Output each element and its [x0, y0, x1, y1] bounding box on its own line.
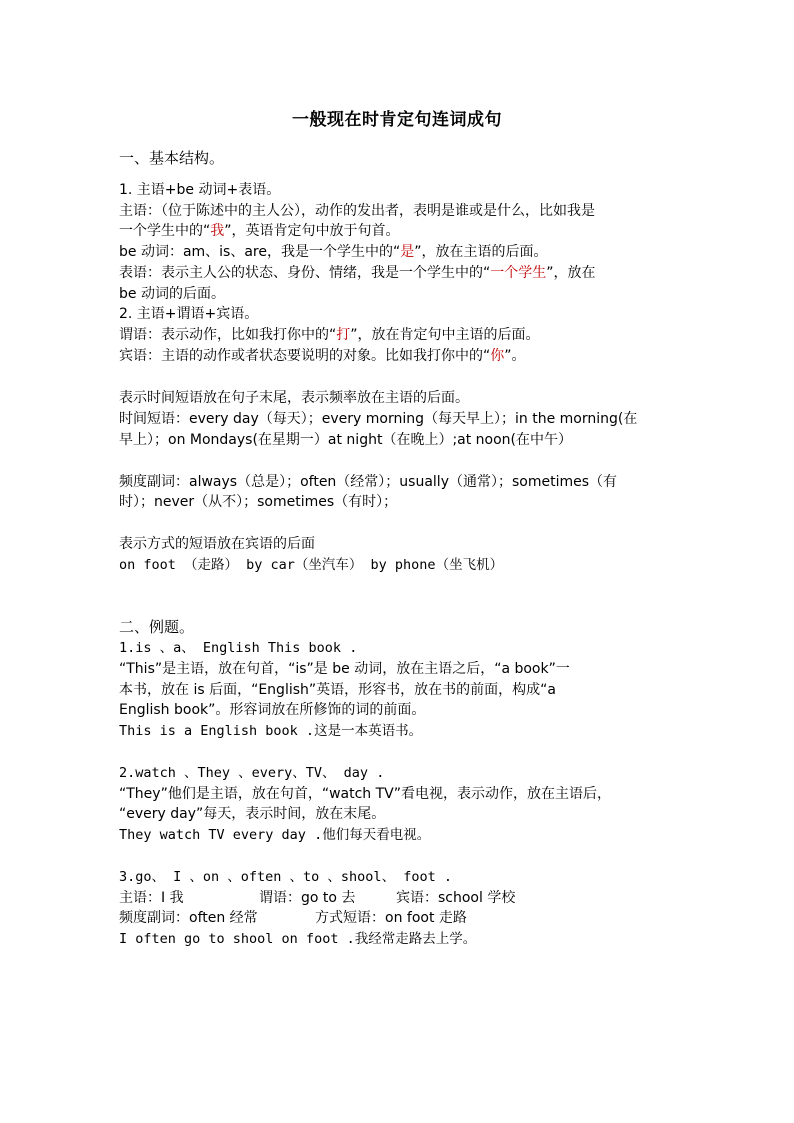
structure-1-title: 1. 主语+be 动词+表语。	[119, 182, 281, 198]
highlight-word: 打	[336, 327, 351, 343]
text-segment: 宾语：主语的动作或者状态要说明的对象。比如我打你中的“	[119, 348, 491, 364]
example-3-subject: 主语：I 我	[119, 890, 184, 906]
text-segment: be 动词：am、is、are，我是一个学生中的“	[119, 244, 401, 260]
example-3-object: 宾语：school 学校	[396, 890, 516, 906]
predicative-definition-line-1	[119, 263, 684, 283]
time-phrases-line-2: 早上）；on Mondays(在星期一）at night（在晚上）;at noon(在中午）	[119, 432, 573, 448]
time-phrase-intro: 表示时间短语放在句子末尾，表示频率放在主语的后面。	[119, 390, 469, 406]
manner-phrase-intro: 表示方式的短语放在宾语的后面	[119, 536, 315, 552]
object-definition	[119, 346, 684, 366]
example-3-verb: 谓语：go to 去	[259, 890, 356, 906]
example-3-manner: 方式短语：on foot 走路	[315, 910, 467, 926]
example-3-frequency: 频度副词：often 经常	[119, 910, 258, 926]
example-1-explanation-line-1: “This”是主语，放在句首，“is”是 be 动词，放在主语之后，“a book”一	[119, 661, 570, 677]
verb-definition	[119, 325, 684, 345]
example-1-explanation-line-2: 本书，放在 is 后面，“English”英语，形容书，放在书的前面，构成“a	[119, 682, 556, 698]
text-segment: ”。	[504, 348, 526, 364]
text-segment: 谓语：表示动作，比如我打你中的“	[119, 327, 337, 343]
manner-phrase-examples: on foot （走路） by car（坐汽车） by phone（坐飞机）	[119, 557, 504, 573]
text-segment: ”，放在肯定句中主语的后面。	[350, 327, 540, 343]
text-segment: ”，英语肯定句中放于句首。	[224, 223, 400, 239]
highlight-word: 一个学生	[490, 265, 547, 281]
example-2-answer: They watch TV every day .他们每天看电视。	[119, 827, 431, 843]
be-verb-definition	[119, 242, 684, 262]
example-1-explanation-line-3: English book”。形容词放在所修饰的词的前面。	[119, 702, 426, 718]
text-segment: 一个学生中的“	[119, 223, 211, 239]
subject-definition-line-1: 主语：（位于陈述中的主人公），动作的发出者，表明是谁或是什么，比如我是	[119, 203, 595, 219]
text-segment: ”，放在主语的后面。	[414, 244, 548, 260]
predicative-definition-line-2: be 动词的后面。	[119, 286, 225, 302]
frequency-adverbs-line-2: 时）；never（从不）；sometimes（有时）；	[119, 494, 398, 510]
highlight-word: 是	[400, 244, 415, 260]
example-2-explanation-line-2: “every day”每天，表示时间，放在末尾。	[119, 806, 386, 822]
text-segment: 表语：表示主人公的状态、身份、情绪，我是一个学生中的“	[119, 265, 491, 281]
section-1-heading: 一、基本结构。	[119, 149, 225, 167]
example-3-words: 3.go、 I 、on 、often 、to 、shool、 foot .	[119, 869, 452, 885]
time-phrases-line-1: 时间短语：every day（每天）；every morning（每天早上）；in the morning(在	[119, 411, 638, 427]
highlight-word: 我	[210, 223, 225, 239]
structure-2-title: 2. 主语+谓语+宾语。	[119, 306, 259, 322]
text-segment: ”，放在	[546, 265, 596, 281]
subject-definition-line-2	[119, 221, 684, 241]
example-3-answer: I often go to shool on foot .我经常走路去上学。	[119, 931, 477, 947]
section-2-heading: 二、例题。	[119, 618, 195, 636]
frequency-adverbs-line-1: 频度副词：always（总是）；often（经常）；usually（通常）；sometimes（有	[119, 474, 618, 490]
example-1-answer: This is a English book .这是一本英语书。	[119, 723, 423, 739]
example-2-explanation-line-1: “They”他们是主语，放在句首，“watch TV”看电视，表示动作，放在主语后，	[119, 786, 612, 802]
example-1-words: 1.is 、a、 English This book .	[119, 640, 358, 656]
example-2-words: 2.watch 、They 、every、TV、 day .	[119, 765, 385, 781]
document-title: 一般现在时肯定句连词成句	[292, 110, 502, 130]
highlight-word: 你	[490, 348, 505, 364]
